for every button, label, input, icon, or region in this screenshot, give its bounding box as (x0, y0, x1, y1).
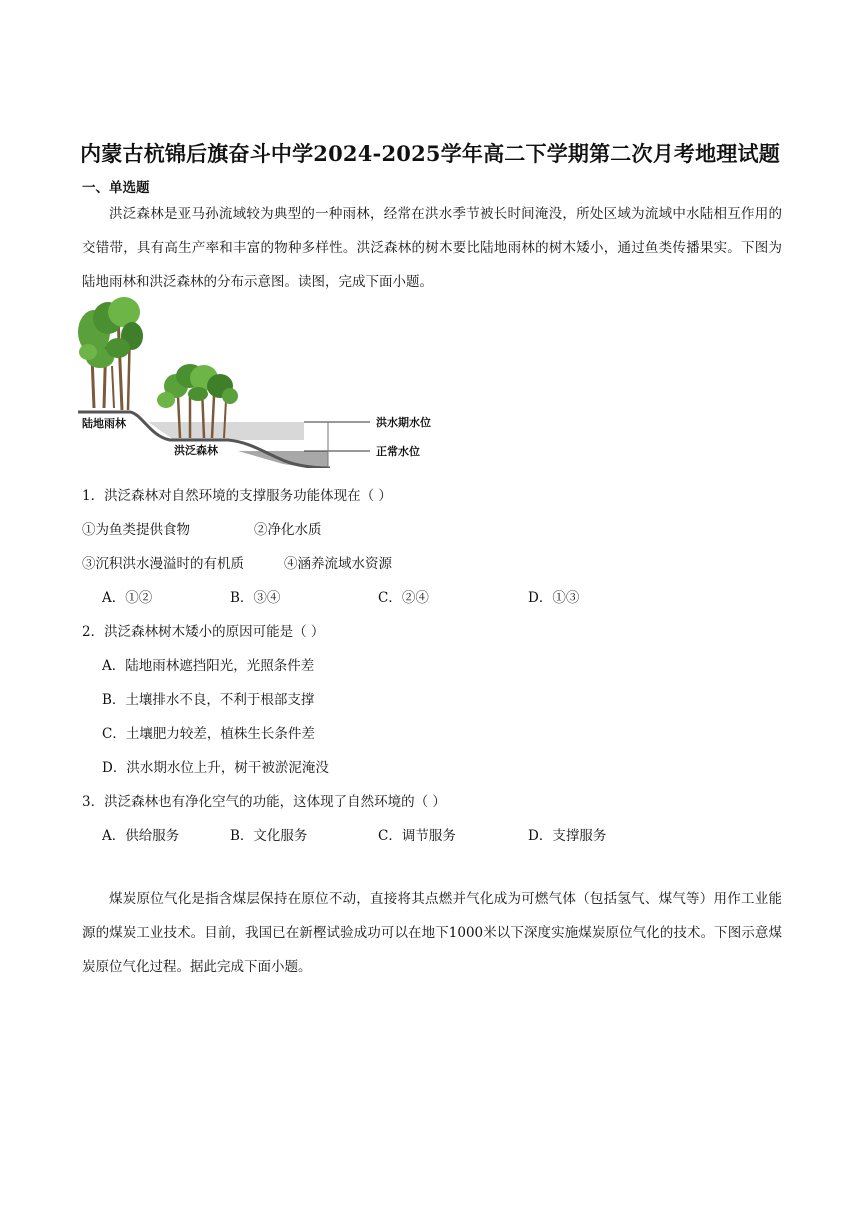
q1-option-d[interactable]: D．①③ (528, 590, 580, 606)
question-1-stem: 1．洪泛森林对自然环境的支撑服务功能体现在（ ） (82, 488, 392, 504)
label-flood-level: 洪水期水位 (376, 416, 431, 429)
q1-option-b[interactable]: B．③④ (230, 590, 281, 606)
passage-forest: 洪泛森林是亚马孙流域较为典型的一种雨林，经常在洪水季节被长时间淹没，所处区域为流域中水陆相互作用的交错带，具有高生产率和丰富的物种多样性。洪泛森林的树木要比陆地雨林的树木矮小，通过鱼类传播果实。下图为陆地雨林和洪泛森林的分布示意图。读图，完成下面小题。 (82, 206, 782, 290)
question-2-stem: 2．洪泛森林树木矮小的原因可能是（ ） (82, 624, 325, 640)
label-land-rainforest: 陆地雨林 (82, 417, 126, 430)
land-rainforest-trees (78, 297, 143, 410)
q2-option-a[interactable]: A．陆地雨林遮挡阳光，光照条件差 (102, 658, 315, 674)
figure-drawing (78, 296, 458, 468)
passage-coal-gasification: 煤炭原位气化是指含煤层保持在原位不动，直接将其点燃并气化成为可燃气体（包括氢气、煤气等）用作工业能源的煤炭工业技术。目前，我国已在新樫试验成功可以在地下1000米以下深度实施煤炭原位气化的技术。下图示意煤炭原位气化过程。据此完成下面小题。 (82, 891, 782, 975)
q2-option-d[interactable]: D．洪水期水位上升，树干被淤泥淹没 (102, 760, 329, 776)
q1-statement-4: ④涵养流域水资源 (284, 556, 392, 572)
q3-option-c[interactable]: C．调节服务 (378, 828, 456, 844)
section-heading: 一、单选题 (82, 180, 150, 196)
q2-option-c[interactable]: C．土壤肥力较差，植株生长条件差 (102, 726, 315, 742)
label-flood-forest: 洪泛森林 (174, 444, 218, 457)
question-3-stem: 3．洪泛森林也有净化空气的功能，这体现了自然环境的（ ） (82, 794, 446, 810)
q1-statement-3: ③沉积洪水漫溢时的有机质 (82, 556, 244, 572)
forest-distribution-figure (78, 296, 458, 468)
label-normal-level: 正常水位 (376, 445, 420, 458)
q3-option-b[interactable]: B．文化服务 (230, 828, 308, 844)
q1-option-a[interactable]: A．①② (102, 590, 153, 606)
flood-water (148, 422, 304, 440)
page-title: 内蒙古杭锦后旗奋斗中学2024-2025学年高二下学期第二次月考地理试题 (80, 141, 780, 166)
q3-option-d[interactable]: D．支撑服务 (528, 828, 607, 844)
q1-statement-2: ②净化水质 (254, 522, 322, 538)
q1-option-c[interactable]: C．②④ (378, 590, 429, 606)
q2-option-b[interactable]: B．土壤排水不良，不利于根部支撑 (102, 692, 315, 708)
q3-option-a[interactable]: A．供给服务 (102, 828, 180, 844)
q1-statement-1: ①为鱼类提供食物 (82, 522, 190, 538)
